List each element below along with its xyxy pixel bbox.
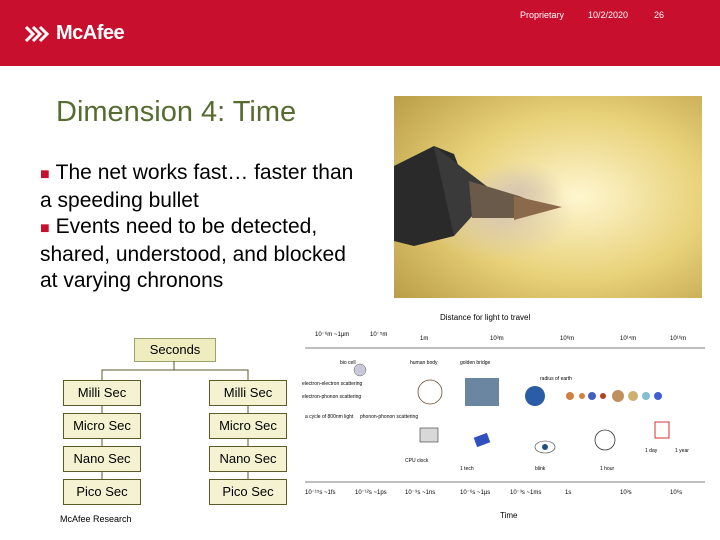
alarm-clock-icon [595, 430, 615, 450]
slide-number: 26 [654, 10, 665, 20]
scale-label: phonon-phonon scattering [360, 414, 419, 420]
bullet-item: ■ Events need to be detected, shared, understood, and blocked at varying chronons [40, 215, 346, 292]
computer-icon [420, 428, 438, 442]
left-pico-sec-box: Pico Sec [63, 479, 141, 505]
top-tick-label: 10³m [490, 336, 504, 342]
calendar-icon [655, 422, 669, 438]
top-tick-label: 10⁻⁶m ~1μm [315, 332, 350, 338]
slide-date: 10/2/2020 [588, 10, 629, 20]
bullet-item: ■ The net works fast… faster than a speeding bullet [40, 161, 354, 212]
top-tick-label: 10⁶m [560, 336, 575, 342]
time-scale-figure [300, 310, 710, 525]
footer-text: McAfee Research [60, 514, 132, 524]
bullet-icon: ■ [40, 166, 50, 183]
bottom-tick-label: 10⁻⁹s ~1ns [405, 490, 436, 496]
right-pico-sec-box: Pico Sec [209, 479, 287, 505]
left-micro-sec-box: Micro Sec [63, 413, 141, 439]
scale-label: 1 tech [460, 466, 474, 472]
scale-heading: Distance for light to travel [440, 313, 531, 322]
scale-label: a cycle of 800nm light [305, 414, 354, 420]
bottom-tick-label: 10⁻¹⁵s ~1fs [305, 490, 336, 496]
cell-icon [354, 364, 366, 376]
scale-label: golden bridge [460, 360, 491, 366]
slide-title: Dimension 4: Time [56, 96, 297, 128]
scale-label: CPU clock [405, 458, 429, 464]
earth-icon [525, 386, 545, 406]
bottom-tick-label: 10⁶s [670, 490, 683, 496]
scale-label: radius of earth [540, 376, 572, 382]
left-milli-sec-box: Milli Sec [63, 380, 141, 406]
bullet-icon: ■ [40, 220, 50, 237]
bottom-tick-label: 1s [565, 490, 572, 496]
scale-label: 1 year [675, 448, 689, 454]
scale-label: electron-electron scattering [302, 381, 363, 387]
vitruvian-man-icon [418, 380, 442, 404]
logo-text: McAfee [56, 22, 125, 44]
bottom-tick-label: 10⁻⁶s ~1μs [460, 490, 491, 496]
scale-label: blink [535, 466, 546, 472]
right-micro-sec-box: Micro Sec [209, 413, 287, 439]
scale-label: 1 day [645, 448, 658, 454]
top-tick-label: 10¹⁴m [620, 336, 637, 342]
time-axis-label: Time [500, 511, 518, 520]
bridge-photo-icon [465, 378, 499, 406]
right-nano-sec-box: Nano Sec [209, 446, 287, 472]
scale-pictograms [354, 364, 669, 453]
seconds-root-box: Seconds [134, 338, 216, 362]
bottom-tick-label: 10³s [620, 490, 632, 496]
tech-icon [474, 433, 491, 447]
top-tick-label: 10⁻⁵m [370, 332, 388, 338]
bottom-tick-label: 10⁻³s ~1ms [510, 490, 542, 496]
scale-label: 1 hour [600, 466, 615, 472]
right-milli-sec-box: Milli Sec [209, 380, 287, 406]
planets-icon [566, 390, 662, 402]
top-tick-label: 1m [420, 336, 429, 342]
left-nano-sec-box: Nano Sec [63, 446, 141, 472]
bottom-tick-label: 10⁻¹²s ~1ps [355, 490, 387, 496]
top-tick-label: 10¹⁶m [670, 336, 687, 342]
scale-label: human body [410, 360, 438, 366]
scale-label: electron-phonon scattering [302, 394, 362, 400]
scale-label: bio cell [340, 360, 356, 366]
classification-label: Proprietary [520, 10, 565, 20]
